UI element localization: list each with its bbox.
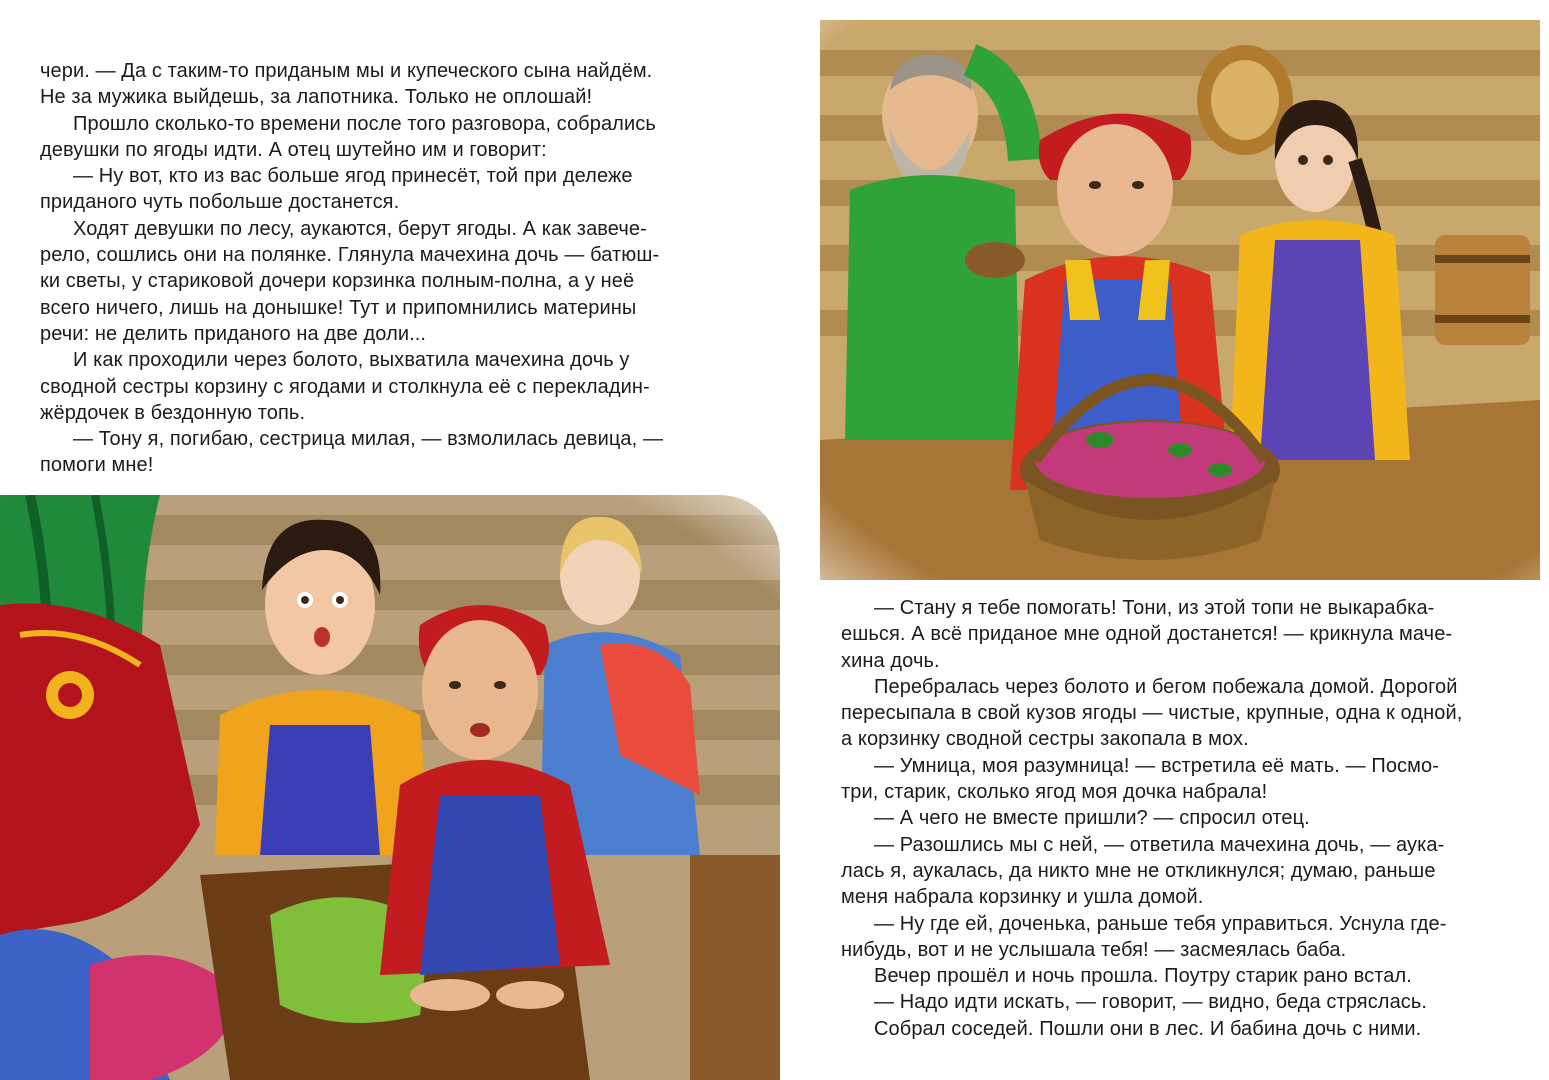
text-line: Не за мужика выйдешь, за лапотника. Только не оплошай! [40,86,593,109]
text-line: Ходят девушки по лесу, аукаются, берут ягоды. А как завече- [73,217,647,240]
text-line: чери. — Да с таким-то приданым мы и купеческого сына найдём. [40,60,653,82]
text-line: Прошло сколько-то времени после того разговора, собрались [73,112,656,135]
text-line: — А чего не вместе пришли? — спросил отец. [874,807,1310,830]
text-line: а корзинку сводной сестры закопала в мох. [841,728,1249,751]
text-line: ешься. А всё приданое мне одной достанется! — крикнула маче- [841,623,1453,646]
chest-scene-illustration [0,495,780,1080]
text-line: хина дочь. [841,649,940,672]
text-line: — Надо идти искать, — говорит, — видно, беда стряслась. [874,991,1428,1014]
text-line: речи: не делить приданого на две доли... [40,322,427,345]
basket-scene-illustration [820,20,1540,580]
text-line: жёрдочек в бездонную топь. [40,401,306,424]
text-line: меня набрала корзинку и ушла домой. [841,886,1204,909]
text-line: ки светы, у стариковой дочери корзинка полным-полна, а у неё [40,270,635,293]
text-line: — Умница, моя разумница! — встретила её мать. — Посмо- [874,754,1439,777]
text-line: Собрал соседей. Пошли они в лес. И бабина дочь с ними. [874,1017,1422,1040]
text-line: — Ну вот, кто из вас больше ягод принесёт, той при дележе [73,165,633,188]
text-line: — Тону я, погибаю, сестрица милая, — взмолилась девица, — [73,428,664,451]
right-page-text [841,595,1531,1042]
text-line: три, старик, сколько ягод моя дочка набрала! [841,781,1268,804]
text-line: Перебралась через болото и бегом побежала домой. Дорогой [874,675,1458,698]
text-line: помоги мне! [40,454,154,477]
text-line: девушки по ягоды идти. А отец шутейно им и говорит: [40,138,547,161]
text-line: пересыпала в свой кузов ягоды — чистые, крупные, одна к одной, [841,702,1463,725]
text-line: рело, сошлись они на полянке. Глянула мачехина дочь — батюш- [40,244,660,267]
left-page-text [40,58,730,479]
text-line: Вечер прошёл и ночь прошла. Поутру старик рано встал. [874,965,1412,988]
text-line: — Стану я тебе помогать! Тони, из этой топи не выкарабка- [874,597,1435,619]
text-line: сводной сестры корзину с ягодами и столкнула её с перекладин- [40,375,650,398]
left-illustration [0,495,780,1080]
right-illustration [820,20,1540,580]
text-line: приданого чуть побольше достанется. [40,191,400,214]
text-line: лась я, аукалась, да никто мне не откликнулся; думаю, раньше [841,859,1436,882]
text-line: — Разошлись мы с ней, — ответила мачехина дочь, — аука- [874,833,1445,856]
text-line: И как проходили через болото, выхватила мачехина дочь у [73,349,630,372]
text-line: нибудь, вот и не услышала тебя! — засмеялась баба. [841,938,1347,961]
text-line: всего ничего, лишь на донышке! Тут и припомнились материны [40,296,637,319]
text-line: — Ну где ей, доченька, раньше тебя управиться. Уснула где- [874,912,1447,935]
